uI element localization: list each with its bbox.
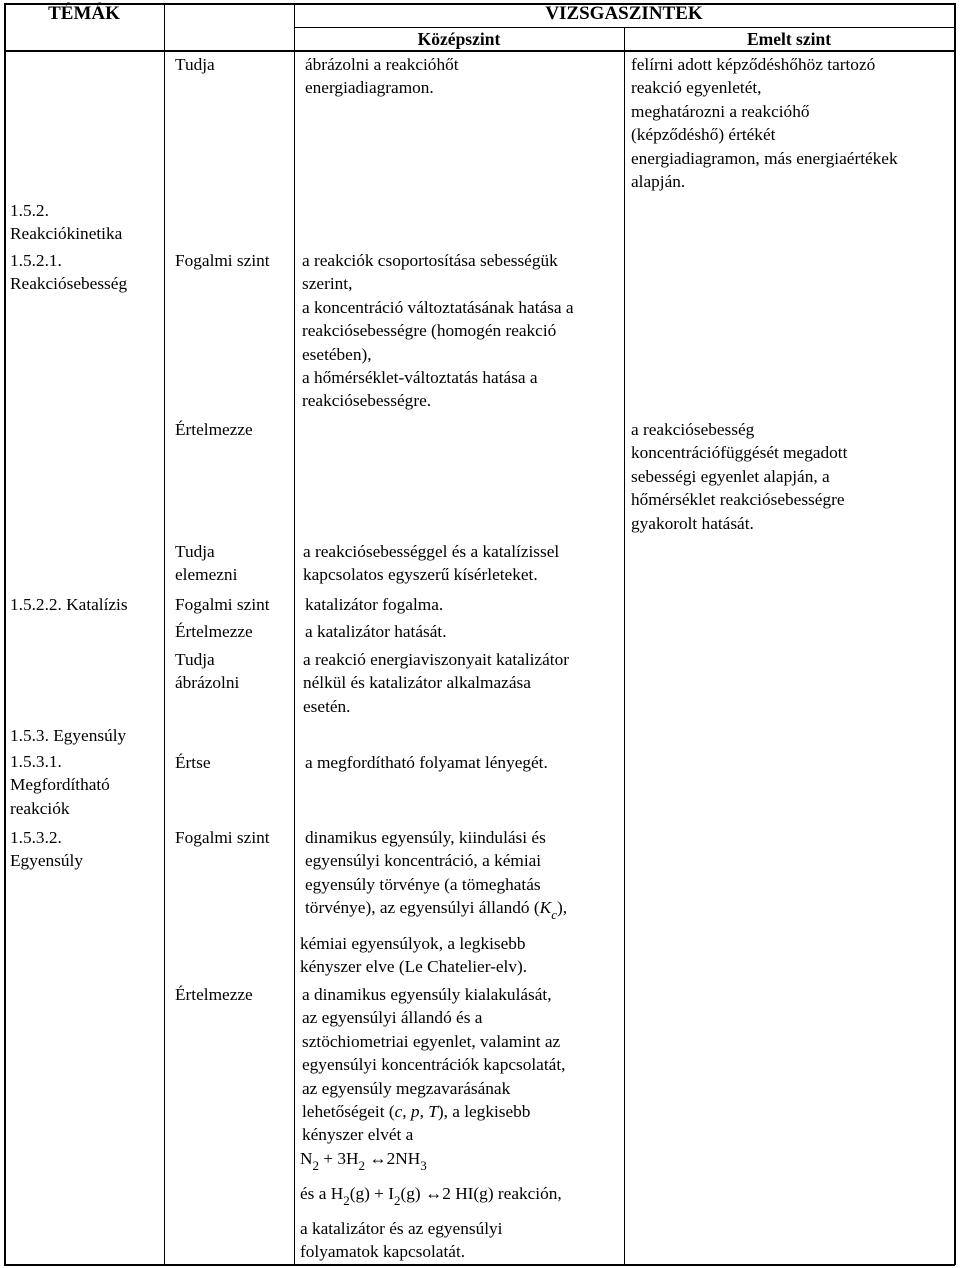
eq2-h: és a H xyxy=(300,1184,344,1203)
eq1-sub-2: 2 xyxy=(358,1158,365,1173)
temak-header: TÉMÁK xyxy=(48,3,120,24)
skill-fogalmi-szint: Fogalmi szint xyxy=(175,251,270,270)
mid-katalizator-egyensuly: a katalizátor és az egyensúlyi folyamatok kapcsolatát. xyxy=(300,1219,503,1262)
col-divider-levels xyxy=(624,27,625,1265)
border-bottom xyxy=(4,1264,955,1266)
eq1-n: N xyxy=(300,1149,313,1168)
skill-ertelmezze-3: Értelmezze xyxy=(175,985,253,1004)
eq2-sub-1: 2 xyxy=(343,1193,350,1208)
var-close: ), a legkisebb kényszer elvét a xyxy=(302,1102,531,1145)
mid-energiaviszonyok: a reakció energiaviszonyait katalizátor nélkül és katalizátor alkalmazása esetén. xyxy=(303,650,569,716)
mid-dinamikus-kialakulas xyxy=(302,983,622,1147)
emelt-szint-header: Emelt szint xyxy=(746,29,832,49)
skill-tudja-abrazolni: Tudja ábrázolni xyxy=(175,650,240,693)
col-divider-skills xyxy=(294,3,295,1265)
header-bottom xyxy=(4,50,955,52)
skill-ertelmezze: Értelmezze xyxy=(175,420,253,439)
var-c: c xyxy=(394,1102,403,1122)
mid-reakciok-csoportositasa: a reakciók csoportosítása sebességük szerint, a koncentráció változtatásának hatása a reakciósebességre (homogén reakció esetében), a hőmérséklet-változtatás hatása a reakciósebességre. xyxy=(302,251,574,411)
skill-ertelmezze-2: Értelmezze xyxy=(175,622,253,641)
mid-kialakulas-text: a dinamikus egyensúly kialakulását, az egyensúlyi állandó és a sztöchiometriai egyenlet, valamint az egyensúlyi koncentrációk kapcsolatát, az egyensúly megzavarásának lehetőségeit ( xyxy=(302,985,566,1122)
mid-katalizator-fogalma: katalizátor fogalma. xyxy=(305,595,444,614)
eq2-sub-2: 2 xyxy=(393,1193,401,1208)
var-p: p xyxy=(410,1102,420,1122)
skill-tudja: Tudja xyxy=(175,55,215,74)
kc-close: ), xyxy=(556,898,568,918)
adv-kepzodeshő: felírni adott képződéshőhöz tartozó reakció egyenletét, meghatározni a reakcióhő (képződéshő) értékét energiadiagramon, más energiaértékek alapján. xyxy=(631,55,898,192)
kc-subscript: c xyxy=(551,907,557,923)
topic-egyensuly: 1.5.3. Egyensúly xyxy=(10,726,127,745)
eq1-nh: ↔2NH xyxy=(365,1149,421,1168)
equation-ammonia xyxy=(300,1147,427,1178)
mid-dinamikus-egyensuly-text: dinamikus egyensúly, kiindulási és egyensúlyi koncentráció, a kémiai egyensúly törvénye (a tömeghatás törvénye), az egyensúlyi állandó ( xyxy=(305,828,546,918)
var-sep-1: , xyxy=(402,1102,411,1122)
topic-megforditható-reakciok: 1.5.3.1. Megfordítható reakciók xyxy=(10,752,110,818)
adv-koncentraciofugges: a reakciósebesség koncentrációfüggését megadott sebességi egyenlet alapján, a hőmérséklet reakciósebességre gyakorolt hatását. xyxy=(631,420,848,533)
eq1-h: + 3H xyxy=(318,1149,359,1168)
mid-katalizator-hatasa: a katalizátor hatását. xyxy=(305,622,447,641)
kozepszint-header: Középszint xyxy=(417,29,501,49)
eq2-i: (g) + I xyxy=(349,1184,394,1203)
mid-megforditható-folyamat: a megfordítható folyamat lényegét. xyxy=(305,753,548,772)
topic-reakciokinetika: 1.5.2. Reakciókinetika xyxy=(10,201,123,244)
eq1-sub-1: 2 xyxy=(312,1158,319,1173)
equation-hi xyxy=(300,1182,562,1213)
border-right xyxy=(954,3,956,1265)
eq2-hi: (g) ↔2 HI(g) reakción, xyxy=(400,1184,562,1203)
kc-symbol: K xyxy=(539,898,552,918)
skill-fogalmi-szint-3: Fogalmi szint xyxy=(175,828,270,847)
skill-tudja-elemezni: Tudja elemezni xyxy=(175,542,238,585)
mid-kiserletek: a reakciósebességgel és a katalízissel kapcsolatos egyszerű kísérleteket. xyxy=(303,542,560,585)
topic-reakciosebesseg: 1.5.2.1. Reakciósebesség xyxy=(10,251,128,294)
vizsgaszintek-header: VIZSGASZINTEK xyxy=(545,3,703,24)
topic-katalizis: 1.5.2.2. Katalízis xyxy=(10,595,128,614)
border-left xyxy=(4,3,6,1265)
mid-reakciohő: ábrázolni a reakcióhőt energiadiagramon. xyxy=(305,55,459,98)
var-sep-2: , xyxy=(419,1102,429,1122)
topic-egyensuly-sub: 1.5.3.2. Egyensúly xyxy=(10,828,83,871)
var-t: T xyxy=(428,1102,438,1122)
mid-kemiai-egyensulyok: kémiai egyensúlyok, a legkisebb kényszer elve (Le Chatelier-elv). xyxy=(300,934,528,977)
mid-dinamikus-egyensuly xyxy=(305,826,625,927)
skill-ertse: Értse xyxy=(175,753,211,772)
col-divider-topics xyxy=(164,3,165,1265)
eq1-sub-3: 3 xyxy=(420,1158,427,1173)
skill-fogalmi-szint-2: Fogalmi szint xyxy=(175,595,270,614)
